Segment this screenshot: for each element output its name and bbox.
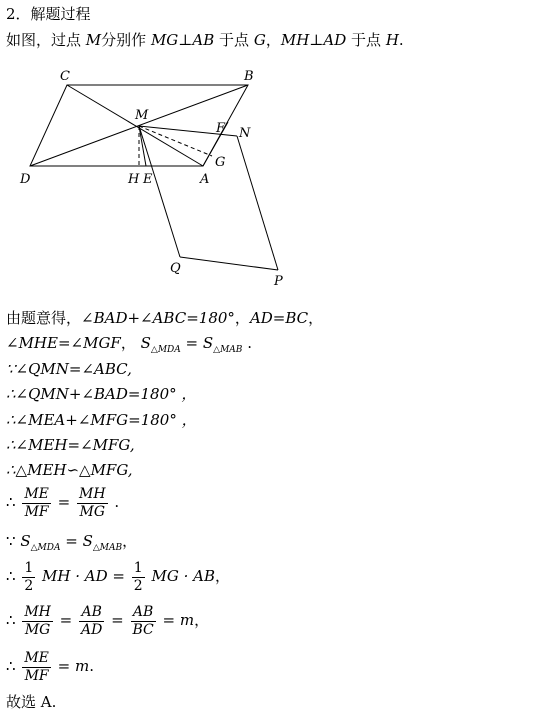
therefore-symbol: ∴ (6, 493, 16, 511)
fraction-numerator: 1 (24, 559, 34, 576)
fraction-denominator: MF (24, 667, 49, 684)
point-label: G (253, 31, 266, 49)
fraction-denominator: 2 (24, 577, 34, 594)
variable-m: m (179, 611, 195, 629)
step-text: ， (194, 611, 210, 629)
label-h: H (128, 172, 140, 187)
label-n: N (239, 126, 251, 141)
label-m: M (135, 108, 149, 123)
step-text: . (114, 493, 120, 511)
step-2 (6, 333, 252, 360)
section-heading: 2．解题过程 (6, 5, 91, 23)
label-a: A (200, 172, 210, 187)
intro-text: 分别作 (101, 31, 147, 49)
step-6: ∴∠MEH=∠MFG, (6, 436, 135, 454)
area-symbol: S (20, 532, 31, 550)
fraction-denominator: MG (79, 503, 106, 520)
step-math: ∠BAD+∠ABC=180° (81, 309, 235, 327)
fraction-denominator: BC (132, 621, 154, 638)
fraction (22, 604, 53, 639)
diagonal-ca (67, 85, 203, 166)
step-text: ， (308, 309, 324, 327)
fraction-numerator: ME (24, 649, 49, 666)
therefore-symbol: ∴ (6, 567, 16, 585)
area-subscript: △MAB (92, 543, 123, 553)
step-1 (6, 308, 323, 328)
fraction-denominator: MG (24, 621, 51, 638)
intro-text: 于点 (351, 31, 382, 49)
area-subscript: △MAB (213, 345, 243, 355)
intro-text: 如图，过点 (6, 31, 82, 49)
fraction-numerator: AB (131, 604, 156, 622)
step-text: ， (122, 532, 138, 550)
area-symbol: = S (180, 334, 214, 352)
point-label: M (85, 31, 102, 49)
step-4: ∴∠QMN+∠BAD=180° ， (6, 385, 197, 403)
equals-sign: = (57, 493, 71, 511)
fraction (79, 604, 104, 639)
step-text: . (89, 657, 95, 675)
fraction-numerator: AB (79, 604, 104, 622)
variable-m: m (75, 657, 90, 675)
step-9 (6, 531, 137, 558)
step-math: ∠MHE=∠MGF (6, 334, 121, 352)
label-b: B (244, 69, 254, 84)
equals-sign: = (111, 611, 124, 629)
label-c: C (60, 69, 70, 84)
geometry-diagram (0, 55, 320, 295)
segment-np (237, 136, 278, 270)
perpendicular-statement: MH⊥AD (280, 31, 347, 49)
fraction (22, 650, 51, 685)
step-3: ∵∠QMN=∠ABC, (6, 360, 132, 378)
intro-line (6, 30, 404, 50)
step-text: . (242, 334, 252, 352)
perpendicular-statement: MG⊥AB (150, 31, 215, 49)
step-text: 由题意得， (6, 309, 82, 327)
label-f: F (216, 121, 226, 136)
point-label: H (385, 31, 399, 49)
fraction-denominator: MF (24, 503, 49, 520)
step-text: ， (234, 309, 250, 327)
fraction (131, 604, 156, 639)
equals-sign: = (57, 657, 71, 675)
fraction-denominator: 2 (133, 577, 143, 594)
therefore-symbol: ∴ (6, 657, 16, 675)
label-d: D (20, 172, 31, 187)
segment-pq (180, 257, 278, 270)
fraction-denominator: AD (81, 621, 103, 638)
fraction-numerator: ME (24, 485, 49, 502)
step-text: ， (214, 567, 230, 585)
fraction-numerator: MH (79, 485, 106, 502)
fraction-numerator: MH (24, 603, 51, 620)
label-p: P (274, 274, 283, 289)
fraction (22, 560, 35, 595)
step-math: AD=BC (249, 309, 309, 327)
segment-qm (139, 126, 180, 257)
intro-text: ， (265, 31, 281, 49)
equals-sign: = (59, 611, 73, 629)
area-subscript: △MDA (150, 345, 181, 355)
equals-sign: = (162, 611, 176, 629)
step-12 (6, 648, 94, 685)
intro-text: 于点 (219, 31, 250, 49)
therefore-symbol: ∴ (6, 611, 16, 629)
fraction-numerator: 1 (133, 559, 143, 576)
step-5: ∴∠MEA+∠MFG=180° ， (6, 411, 197, 429)
step-8 (6, 484, 119, 521)
perpendicular-mg (139, 126, 212, 156)
label-e: E (143, 172, 153, 187)
fraction (22, 486, 51, 521)
intro-text: . (398, 31, 404, 49)
area-symbol: = S (60, 532, 93, 550)
because-symbol: ∵ (6, 532, 16, 550)
step-math: MH · AD = (42, 567, 125, 585)
step-text: ， (120, 334, 136, 352)
area-subscript: △MDA (30, 543, 61, 553)
label-q: Q (170, 261, 181, 276)
label-g: G (215, 155, 226, 170)
answer-line: 故选 A. (6, 693, 57, 711)
step-11 (6, 602, 209, 639)
step-7: ∴△MEH∽△MFG, (6, 461, 133, 479)
fraction (77, 486, 108, 521)
fraction (132, 560, 145, 595)
step-math: MG · AB (151, 567, 215, 585)
area-symbol: S (140, 334, 151, 352)
step-10 (6, 558, 230, 595)
